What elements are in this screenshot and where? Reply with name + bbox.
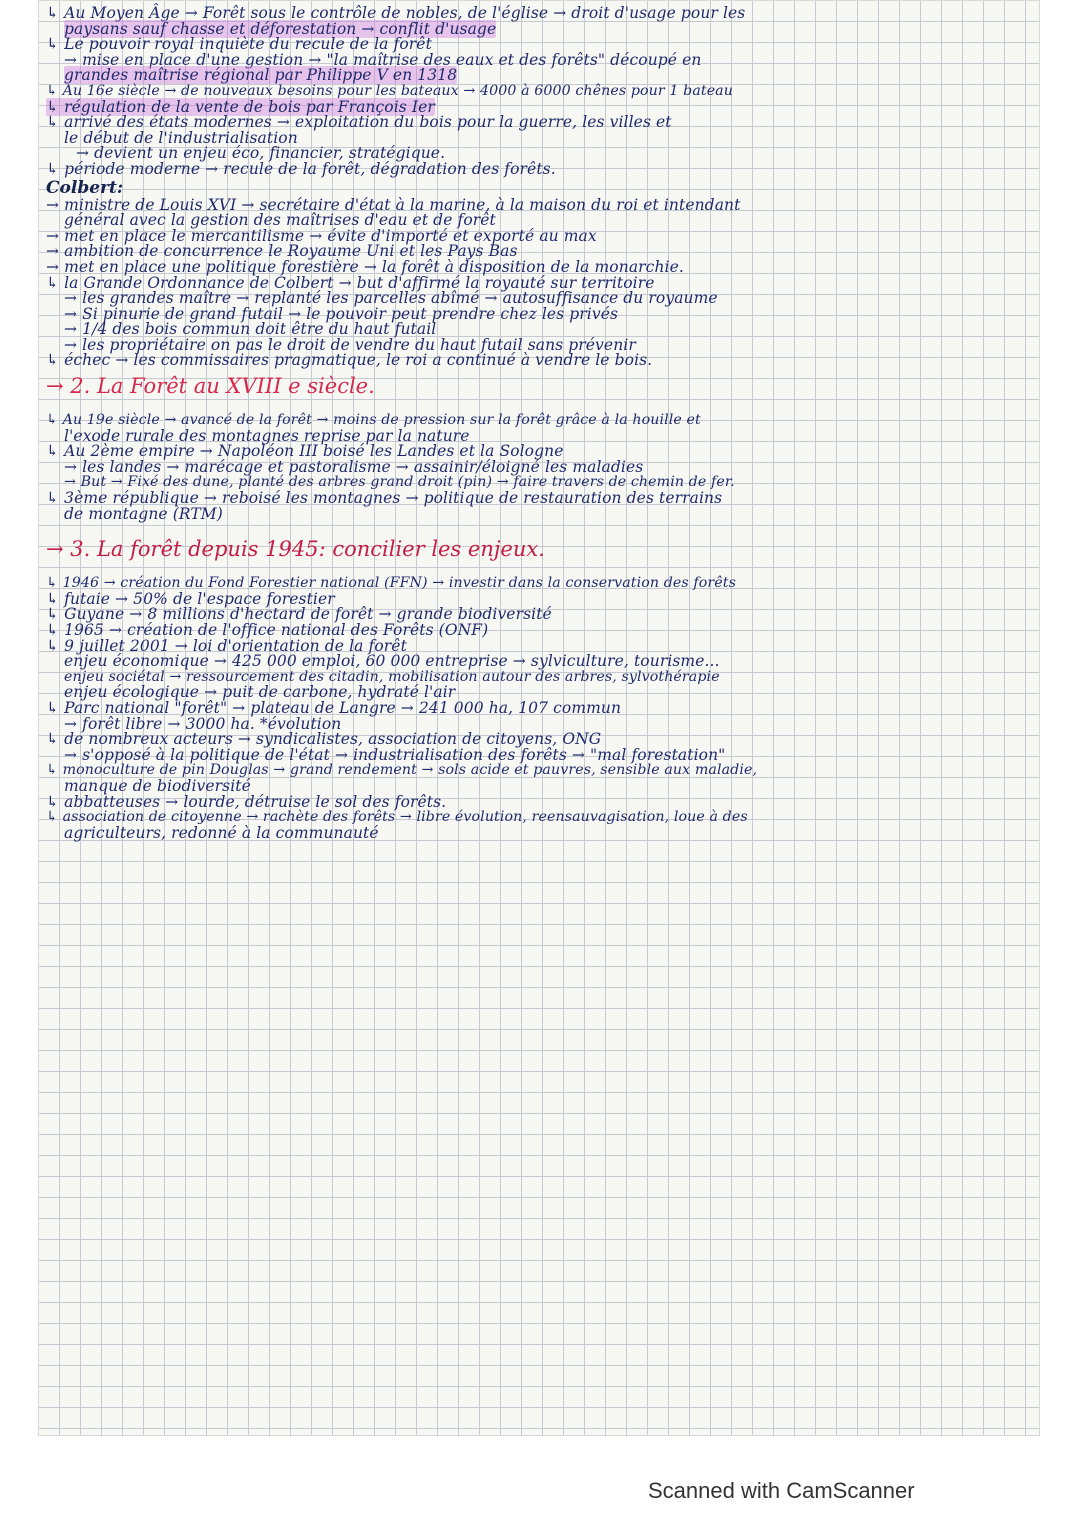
notebook-page <box>38 0 1040 1436</box>
note-line: → forêt libre → 3000 ha. *évolution <box>64 714 342 733</box>
note-line: enjeu économique → 425 000 emploi, 60 000 entreprise → sylviculture, tourisme... <box>64 652 720 671</box>
note-line: ↳ 9 juillet 2001 → loi d'orientation de la forêt <box>46 636 407 655</box>
note-line: → les grandes maître → replanté les parcelles abîmé → autosuffisance du royaume <box>64 289 718 308</box>
note-line: → ambition de concurrence le Royaume Uni et les Pays Bas <box>46 242 518 261</box>
note-line: → met en place une politique forestière → la forêt à disposition de la monarchie. <box>46 257 684 276</box>
note-line: ↳ la Grande Ordonnance de Colbert → but d'affirmé la royauté sur territoire <box>46 273 655 292</box>
note-line: ↳ Au 16e siècle → de nouveaux besoins pour les bateaux → 4000 à 6000 chênes pour 1 bateau <box>46 82 733 99</box>
highlighted-text: grandes maîtrise régional par Philippe V en 1318 <box>64 66 458 85</box>
note-line: de montagne (RTM) <box>64 504 223 523</box>
note-line: → s'opposé à la politique de l'état → industrialisation des forêts → "mal forestation" <box>64 745 726 764</box>
section-heading-3 <box>46 532 1034 566</box>
note-line: ↳ association de citoyenne → rachète des forêts → libre évolution, reensauvagisation, loue à des <box>46 809 748 826</box>
note-line: ↳ échec → les commissaires pragmatique, le roi a continué à vendre le bois. <box>46 351 653 370</box>
note-line: → ministre de Louis XVI → secrétaire d'état à la marine, à la maison du roi et intendant <box>46 195 741 214</box>
note-line: ↳ période moderne → recule de la forêt, dégradation des forêts. <box>46 159 556 178</box>
note-line: manque de biodiversité <box>64 776 251 795</box>
note-line: → les propriétaire on pas le droit de vendre du haut futail sans prévenir <box>64 335 636 354</box>
note-line: l'exode rurale des montagnes reprise par la nature <box>64 426 470 445</box>
note-line: → 1/4 des bois commun doit être du haut futail <box>64 320 437 339</box>
note-line: enjeu sociétal → ressourcement des citadin, mobilisation autour des arbres, sylvothérapie <box>64 668 720 685</box>
note-line <box>46 68 1034 84</box>
highlighted-text: paysans sauf chasse et déforestation → conflit d'usage <box>64 19 497 38</box>
note-line: → But → Fixé des dune, planté des arbres grand droit (pin) → faire travers de chemin de fer. <box>64 474 735 491</box>
scanner-watermark: Scanned with CamScanner <box>648 1478 915 1503</box>
note-line: ↳ Au Moyen Âge → Forêt sous le contrôle de nobles, de l'église → droit d'usage pour les <box>46 4 746 22</box>
section-heading-2: → 2. La Forêt au XVIII e siècle. <box>46 374 375 399</box>
note-line: enjeu écologique → puit de carbone, hydraté l'air <box>64 683 456 702</box>
note-line: → Si pinurie de grand futail → le pouvoir peut prendre chez les privés <box>64 304 619 323</box>
colbert-title: Colbert: <box>46 177 124 198</box>
section-heading-3-title: → 3. La forêt depuis 1945: <box>46 537 326 562</box>
section-heading-3-subtitle: concilier les enjeux. <box>332 537 545 562</box>
note-line: ↳ monoculture de pin Douglas → grand rendement → sols acide et pauvres, sensible aux maladie, <box>46 762 758 779</box>
note-line: ↳ arrivé des états modernes → exploitation du bois pour la guerre, les villes et <box>46 113 672 132</box>
note-line: → met en place le mercantilisme → évite d'importé et exporté au max <box>46 226 597 245</box>
note-line: agriculteurs, redonné à la communauté <box>64 823 379 842</box>
note-line: ↳ Au 2ème empire → Napoléon III boisé les Landes et la Sologne <box>46 442 564 461</box>
note-line: ↳ de nombreux acteurs → syndicalistes, association de citoyens, ONG <box>46 730 602 749</box>
note-line: → les landes → marécage et pastoralisme → assainir/éloigné les maladies <box>64 457 644 476</box>
note-line: ↳ Au 19e siècle → avancé de la forêt → moins de pression sur la forêt grâce à la houille et <box>46 412 701 429</box>
note-line: le début de l'industrialisation <box>64 128 298 147</box>
note-line: ↳ Parc national "forêt" → plateau de Langre → 241 000 ha, 107 commun <box>46 698 622 717</box>
note-line: ↳ Le pouvoir royal inquiète du recule de la forêt <box>46 35 432 54</box>
handwritten-notes <box>46 6 1034 841</box>
note-line: → mise en place d'une gestion → "la maîtrise des eaux et des forêts" découpé en <box>64 50 702 69</box>
note-line: général avec la gestion des maîtrises d'eau et de forêt <box>64 211 496 230</box>
note-line: ↳ futaie → 50% de l'espace forestier <box>46 589 335 608</box>
note-line: ↳ 1965 → création de l'office national des Forêts (ONF) <box>46 621 489 639</box>
note-line: ↳ 3ème république → reboisé les montagnes → politique de restauration des terrains <box>46 489 723 508</box>
highlighted-text: ↳ régulation de la vente de bois par François Ier <box>46 97 435 116</box>
note-line: ↳ abbatteuses → lourde, détruise le sol des forêts. <box>46 792 447 811</box>
note-line: → devient un enjeu éco, financier, stratégique. <box>76 144 446 163</box>
note-line: ↳ 1946 → création du Fond Forestier national (FFN) → investir dans la conservation des forêts <box>46 575 736 592</box>
note-line: ↳ Guyane → 8 millions d'hectard de forêt → grande biodiversité <box>46 605 552 624</box>
